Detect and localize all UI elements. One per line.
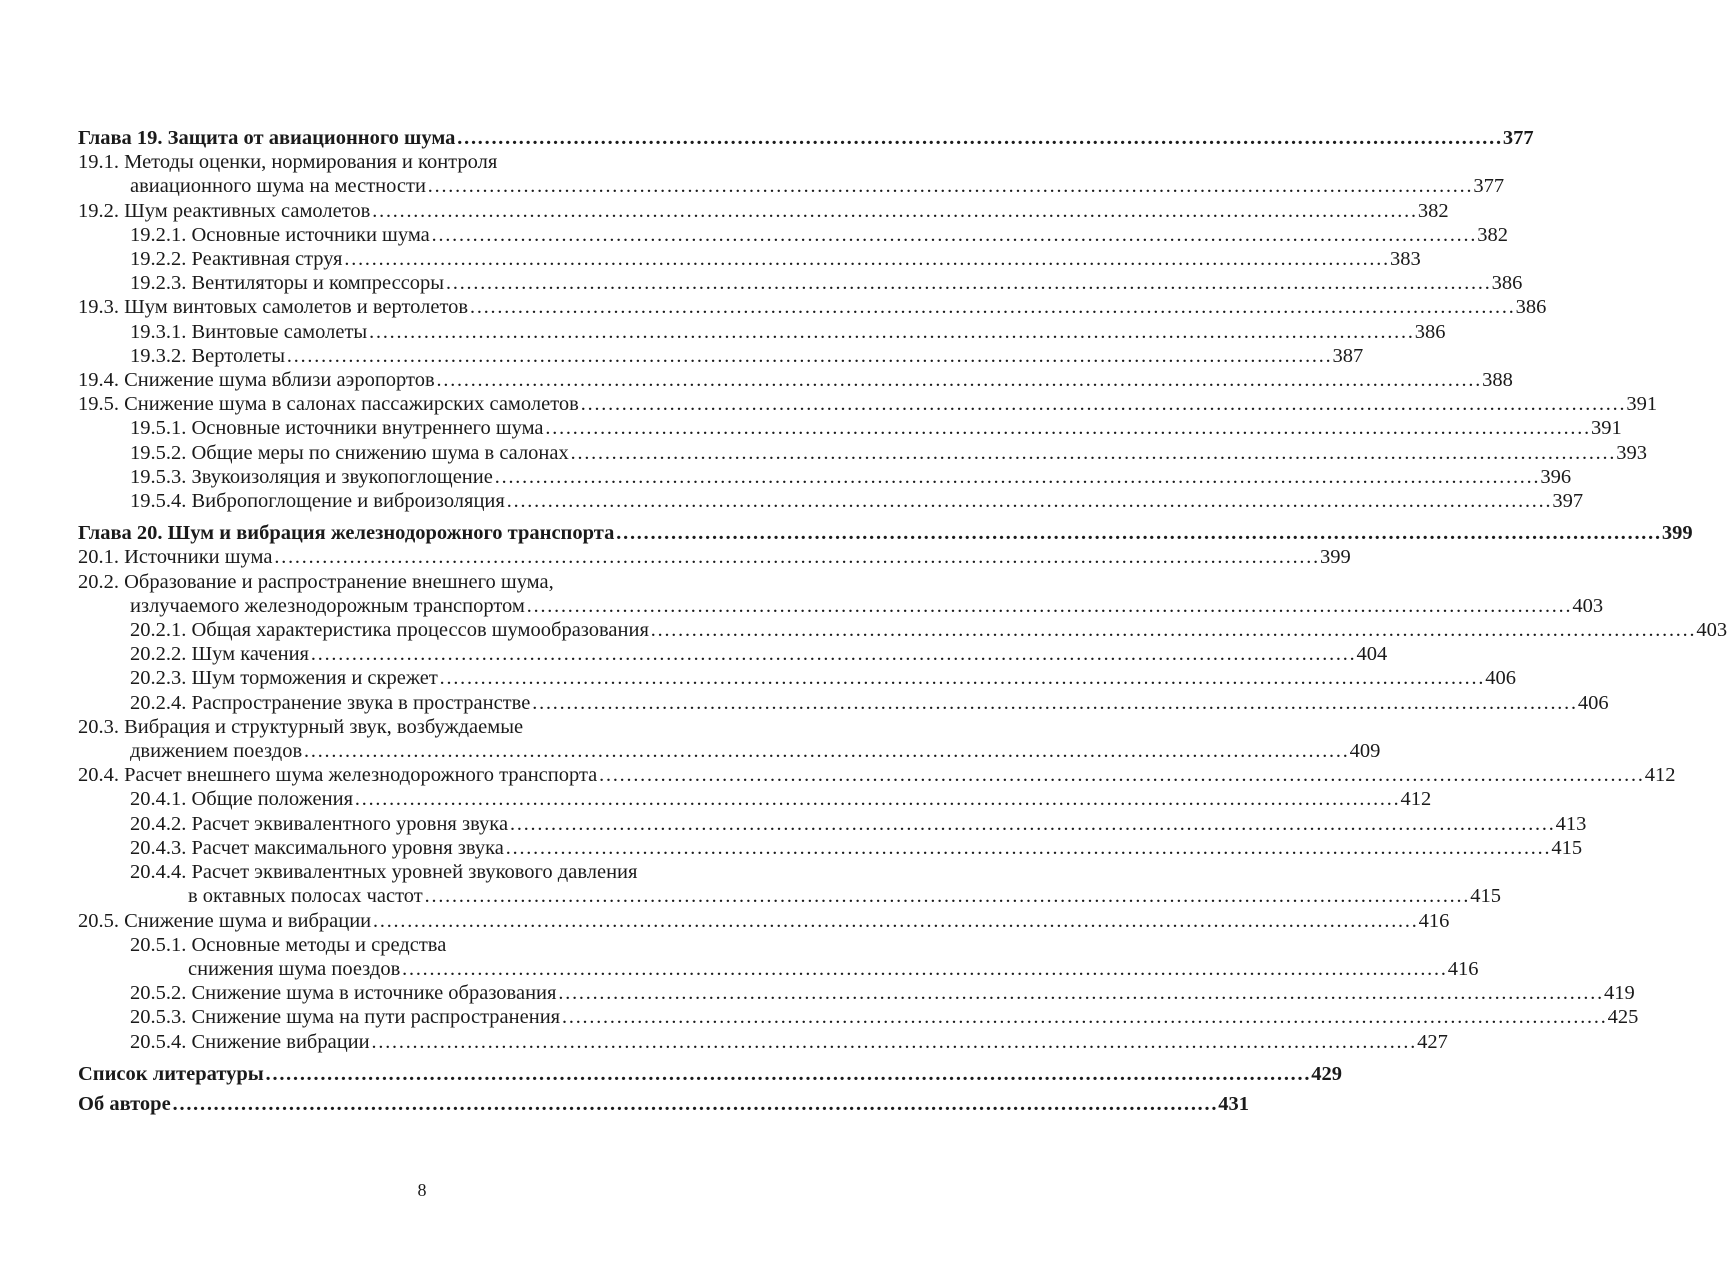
toc-entry-title: 20.4.3. Расчет максимального уровня звука [130, 836, 504, 859]
toc-entry-page: 386 [1491, 272, 1523, 295]
toc-entry-19-1-cont[interactable] [78, 174, 1505, 198]
toc-entry-title: 19.5.3. Звукоизоляция и звукопоглощение [130, 465, 493, 488]
toc-entry-19-2-2[interactable] [78, 247, 1421, 271]
toc-entry-page: 415 [1551, 836, 1583, 859]
toc-entry-19-5-4[interactable] [78, 489, 1584, 513]
dot-leader: ……………………………………………………………………………………………………………………………………… [598, 764, 1644, 787]
toc-entry-title: 19.1. Методы оценки, нормирования и контроля [78, 151, 498, 174]
toc-entry-19-2-3[interactable] [78, 271, 1523, 295]
dot-leader: ……………………………………………………………………………………………………………………………………… [561, 1006, 1607, 1029]
toc-entry-20-4-4[interactable] [78, 860, 768, 884]
toc-entry-20-4[interactable] [78, 763, 1676, 787]
toc-entry-title: 20.4.4. Расчет эквивалентных уровней звукового давления [130, 861, 638, 884]
dot-leader: ……………………………………………………………………………………………………………………………………… [430, 223, 1477, 246]
toc-entry-page: 386 [1414, 320, 1446, 343]
toc-entry-title: в октавных полосах частот [188, 885, 423, 908]
toc-entry-title: 19.5.2. Общие меры по снижению шума в салонах [130, 441, 569, 464]
toc-entry-title: Глава 19. Защита от авиационного шума [78, 127, 456, 149]
dot-leader: ……………………………………………………………………………………………………………………………………… [370, 1030, 1417, 1053]
dot-leader: ……………………………………………………………………………………………………………………………………… [649, 619, 1696, 642]
toc-entry-page: 399 [1661, 522, 1693, 545]
toc-entry-title: Об авторе [78, 1092, 171, 1115]
toc-entry-page: 383 [1389, 248, 1421, 271]
dot-leader: ……………………………………………………………………………………………………………………………………… [171, 1092, 1218, 1115]
toc-entry-page: 386 [1515, 296, 1547, 319]
toc-entry-title: Список литературы [78, 1062, 264, 1085]
toc-entry-page: 399 [1319, 546, 1351, 569]
toc-entry-page: 413 [1555, 812, 1587, 835]
toc-entry-page: 412 [1644, 764, 1676, 787]
toc-entry-page: 403 [1572, 594, 1604, 617]
toc-entry-title: 20.2.3. Шум торможения и скрежет [130, 667, 438, 690]
toc-entry-page: 387 [1332, 344, 1364, 367]
toc-entry-page: 404 [1356, 643, 1388, 666]
toc-entry-page: 425 [1607, 1006, 1639, 1029]
toc-entry-title: 19.5. Снижение шума в салонах пассажирских самолетов [78, 393, 579, 416]
toc-entry-page: 396 [1540, 465, 1572, 488]
toc-entry-title: Глава 20. Шум и вибрация железнодорожного транспорта [78, 522, 615, 545]
toc-entry-20-3-cont[interactable] [78, 739, 1381, 763]
toc-entry-page: 391 [1626, 393, 1658, 416]
toc-entry-19-5-1[interactable] [78, 416, 1622, 440]
toc-entry-page: 416 [1447, 957, 1479, 980]
dot-leader: ……………………………………………………………………………………………………………………………………… [493, 465, 1540, 488]
toc-entry-page: 393 [1616, 441, 1647, 464]
dot-leader: ……………………………………………………………………………………………………………………………………… [469, 296, 1515, 319]
toc-entry-19-3-2[interactable] [78, 344, 1364, 368]
toc-entry-title: 20.5.4. Снижение вибрации [130, 1030, 370, 1053]
toc-entry-19-4[interactable] [78, 368, 1513, 392]
toc-entry-20-5-3[interactable] [78, 1005, 1639, 1029]
toc-entry-title: 19.5.1. Основные источники внутреннего шума [130, 417, 544, 440]
toc-entry-20-4-1[interactable] [78, 787, 1432, 811]
toc-entry-title: 19.3.1. Винтовые самолеты [130, 320, 368, 343]
dot-leader: ……………………………………………………………………………………………………………………………………… [525, 594, 1572, 617]
toc-entry-page: 388 [1482, 369, 1513, 392]
dot-leader: ……………………………………………………………………………………………………………………………………… [509, 812, 1555, 835]
dot-leader: ……………………………………………………………………………………………………………………………………… [579, 393, 1626, 416]
toc-entry-19-5[interactable] [78, 392, 1658, 416]
toc-entry-20-4-3[interactable] [78, 836, 1583, 860]
toc-entry-20-2-cont[interactable] [78, 594, 1604, 618]
toc-entry-title: 20.5. Снижение шума и вибрации [78, 909, 372, 932]
toc-entry-title: 20.4. Расчет внешнего шума железнодорожного транспорта [78, 764, 598, 787]
dot-leader: ……………………………………………………………………………………………………………………………………… [285, 344, 1332, 367]
toc-entry-page: 391 [1591, 417, 1622, 440]
toc-entry-20-2-1[interactable] [78, 618, 1727, 642]
dot-leader: ……………………………………………………………………………………………………………………………………… [615, 522, 1661, 545]
toc-chapter-19[interactable] [78, 126, 1534, 150]
toc-entry-title: 20.2.2. Шум качения [130, 643, 309, 666]
toc-entry-title: 19.5.4. Вибропоглощение и виброизоляция [130, 490, 505, 513]
toc-entry-19-5-3[interactable] [78, 465, 1572, 489]
toc-entry-title: 19.3. Шум винтовых самолетов и вертолетов [78, 296, 469, 319]
toc-entry-title: авиационного шума на местности [130, 175, 426, 198]
toc-entry-page: 397 [1552, 490, 1584, 513]
toc-entry-title: 19.2.3. Вентиляторы и компрессоры [130, 272, 445, 295]
toc-entry-title: 19.2.1. Основные источники шума [130, 223, 430, 246]
dot-leader: ……………………………………………………………………………………………………………………………………… [368, 320, 1414, 343]
toc-entry-page: 403 [1696, 619, 1727, 642]
toc-entry-title: 20.5.3. Снижение шума на пути распространения [130, 1006, 561, 1029]
dot-leader: ……………………………………………………………………………………………………………………………………… [354, 788, 1400, 811]
toc-references[interactable] [78, 1062, 1343, 1086]
toc-entry-19-2-1[interactable] [78, 223, 1509, 247]
toc-entry-page: 382 [1477, 223, 1509, 246]
toc-entry-title: 19.2.2. Реактивная струя [130, 248, 343, 271]
toc-entry-20-2-4[interactable] [78, 691, 1609, 715]
spacer [78, 513, 768, 521]
dot-leader: ……………………………………………………………………………………………………………………………………… [303, 740, 1349, 763]
dot-leader: ……………………………………………………………………………………………………………………………………… [273, 546, 1319, 569]
toc-entry-title: снижения шума поездов [188, 957, 401, 980]
toc-entry-20-5-2[interactable] [78, 981, 1635, 1005]
toc-entry-page: 406 [1485, 667, 1517, 690]
toc-entry-title: 20.4.1. Общие положения [130, 788, 353, 811]
toc-entry-page: 416 [1418, 909, 1450, 932]
dot-leader: ……………………………………………………………………………………………………………………………………… [438, 667, 1485, 690]
toc-entry-title: излучаемого железнодорожным транспортом [130, 594, 525, 617]
toc-entry-title: движением поездов [130, 740, 303, 763]
toc-entry-20-5-1-cont[interactable] [78, 957, 1479, 981]
dot-leader: ……………………………………………………………………………………………………………………………………… [264, 1062, 1311, 1085]
toc-entry-page: 377 [1502, 127, 1534, 149]
spacer [78, 1054, 768, 1062]
toc-entry-20-4-2[interactable] [78, 812, 1587, 836]
toc-entry-page: 377 [1473, 175, 1505, 198]
dot-leader: ……………………………………………………………………………………………………………………………………… [371, 199, 1417, 222]
toc-entry-title: 20.2.1. Общая характеристика процессов шумообразования [130, 619, 649, 642]
toc-entry-19-3-1[interactable] [78, 320, 1446, 344]
toc-entry-page: 415 [1470, 885, 1501, 908]
toc-entry-19-5-2[interactable] [78, 441, 1647, 465]
toc-entry-page: 431 [1218, 1092, 1249, 1115]
toc-entry-20-2-3[interactable] [78, 666, 1517, 690]
toc-entry-19-3[interactable] [78, 295, 1547, 319]
toc-chapter-20[interactable] [78, 521, 1693, 545]
dot-leader: ……………………………………………………………………………………………………………………………………… [309, 643, 1356, 666]
dot-leader: ……………………………………………………………………………………………………………………………………… [456, 127, 1502, 149]
dot-leader: ……………………………………………………………………………………………………………………………………… [372, 909, 1418, 932]
toc-entry-title: 19.2. Шум реактивных самолетов [78, 199, 371, 222]
toc-entry-page: 429 [1311, 1062, 1343, 1085]
toc-entry-title: 20.2. Образование и распространение внешнего шума, [78, 570, 554, 593]
toc-entry-title: 20.4.2. Расчет эквивалентного уровня звука [130, 812, 509, 835]
toc-entry-20-5[interactable] [78, 909, 1450, 933]
toc-entry-page: 412 [1400, 788, 1432, 811]
toc-entry-title: 19.3.2. Вертолеты [130, 344, 285, 367]
dot-leader: ……………………………………………………………………………………………………………………………………… [445, 272, 1491, 295]
toc-entry-title: 20.5.1. Основные методы и средства [130, 933, 447, 956]
toc-entry-20-5-4[interactable] [78, 1030, 1448, 1054]
page-number: 8 [417, 1180, 427, 1200]
toc-entry-page: 382 [1417, 199, 1449, 222]
table-of-contents [78, 126, 1727, 1116]
dot-leader: ……………………………………………………………………………………………………………………………………… [569, 441, 1616, 464]
toc-entry-20-2-2[interactable] [78, 642, 1388, 666]
dot-leader: ……………………………………………………………………………………………………………………………………… [544, 417, 1591, 440]
toc-entry-20-4-4-cont[interactable] [78, 884, 1501, 908]
toc-entry-page: 419 [1603, 982, 1635, 1005]
toc-entry-page: 406 [1577, 691, 1609, 714]
dot-leader: ……………………………………………………………………………………………………………………………………… [557, 982, 1603, 1005]
toc-entry-19-2[interactable] [78, 199, 1449, 223]
toc-entry-20-3[interactable] [78, 715, 768, 739]
dot-leader: ……………………………………………………………………………………………………………………………………… [401, 957, 1447, 980]
toc-about-author[interactable] [78, 1092, 1249, 1116]
toc-entry-page: 409 [1349, 740, 1381, 763]
toc-entry-title: 20.2.4. Распространение звука в пространстве [130, 691, 531, 714]
dot-leader: ……………………………………………………………………………………………………………………………………… [435, 369, 1482, 392]
toc-entry-title: 20.3. Вибрация и структурный звук, возбуждаемые [78, 715, 524, 738]
dot-leader: ……………………………………………………………………………………………………………………………………… [531, 691, 1577, 714]
dot-leader: ……………………………………………………………………………………………………………………………………… [504, 836, 1551, 859]
toc-entry-20-1[interactable] [78, 545, 1351, 569]
dot-leader: ……………………………………………………………………………………………………………………………………… [505, 490, 1552, 513]
dot-leader: ……………………………………………………………………………………………………………………………………… [426, 175, 1473, 198]
dot-leader: ……………………………………………………………………………………………………………………………………… [343, 248, 1389, 271]
toc-entry-title: 20.5.2. Снижение шума в источнике образования [130, 982, 557, 1005]
toc-entry-title: 20.1. Источники шума [78, 546, 273, 569]
toc-entry-19-1[interactable] [78, 150, 768, 174]
toc-entry-title: 19.4. Снижение шума вблизи аэропортов [78, 369, 435, 392]
toc-entry-20-5-1[interactable] [78, 933, 768, 957]
dot-leader: ……………………………………………………………………………………………………………………………………… [423, 885, 1470, 908]
toc-entry-page: 427 [1417, 1030, 1448, 1053]
toc-entry-20-2[interactable] [78, 570, 768, 594]
